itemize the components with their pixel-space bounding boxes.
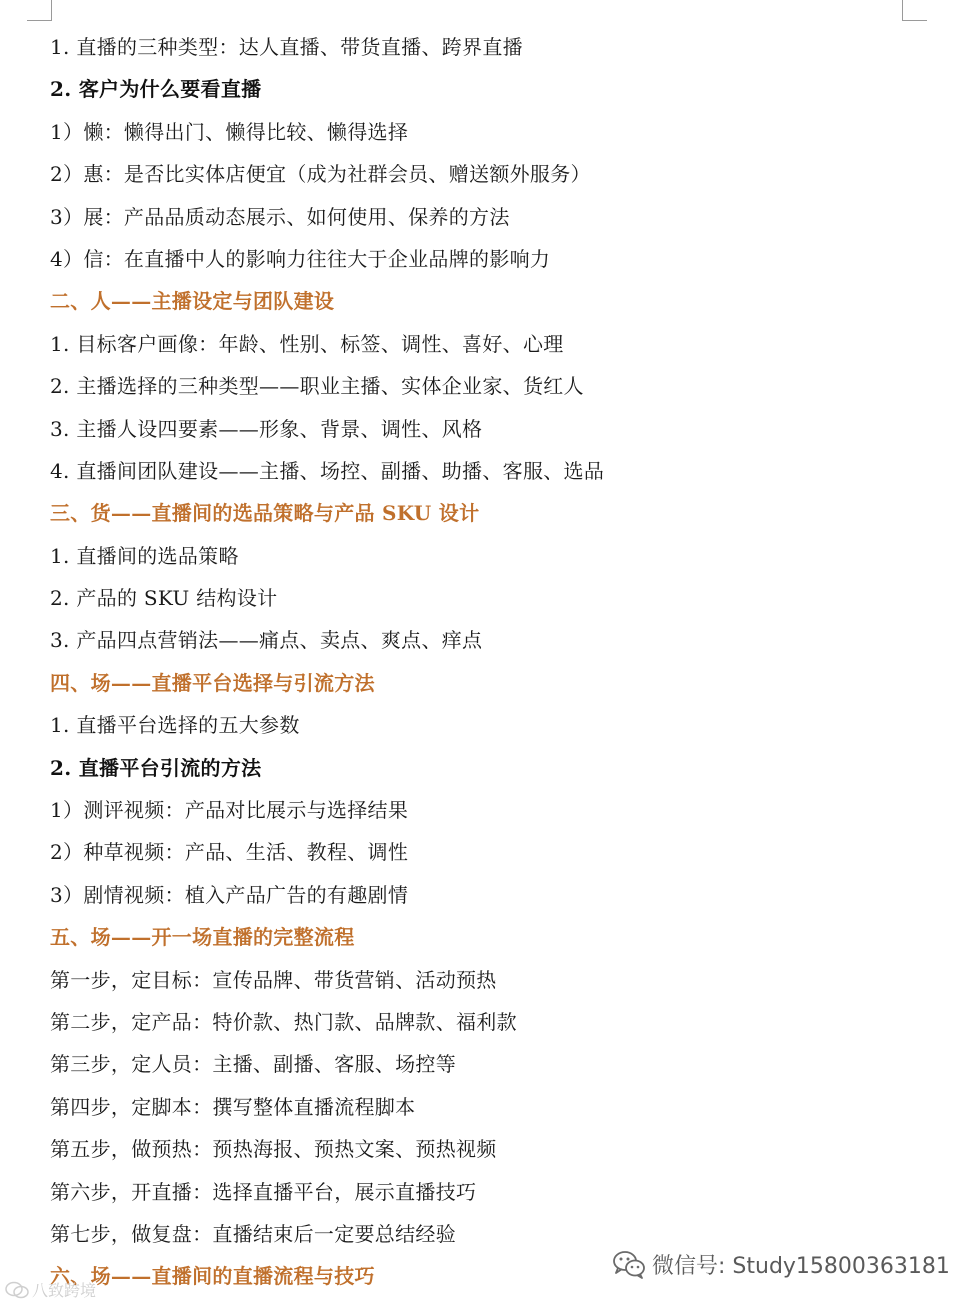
- text-line: 第七步，做复盘：直播结束后一定要总结经验: [50, 1221, 456, 1246]
- text-line: 第一步，定目标：宣传品牌、带货营销、活动预热: [50, 967, 497, 992]
- text-line: 1. 直播间的选品策略: [50, 543, 239, 568]
- text-line: 第四步，定脚本：撰写整体直播流程脚本: [50, 1094, 416, 1119]
- wechat-icon: [612, 1249, 646, 1279]
- section-heading: 五、场——开一场直播的完整流程: [50, 925, 355, 950]
- section-heading: 三、货——直播间的选品策略与产品 SKU 设计: [50, 501, 480, 526]
- text-line: 1）测评视频：产品对比展示与选择结果: [50, 798, 409, 823]
- text-line: 3）展：产品品质动态展示、如何使用、保养的方法: [50, 204, 510, 229]
- subheading: 2. 客户为什么要看直播: [50, 77, 262, 102]
- text-line: 1）懒：懒得出门、懒得比较、懒得选择: [50, 119, 409, 144]
- crop-mark-top-right: [902, 0, 927, 21]
- crop-mark-top-left: [27, 0, 52, 21]
- logo-icon: [4, 1279, 30, 1301]
- text-line: 3. 主播人设四要素——形象、背景、调性、风格: [50, 416, 483, 441]
- text-line: 第二步，定产品：特价款、热门款、品牌款、福利款: [50, 1009, 517, 1034]
- section-heading: 六、场——直播间的直播流程与技巧: [50, 1264, 375, 1289]
- text-line: 2）种草视频：产品、生活、教程、调性: [50, 840, 409, 865]
- text-line: 1. 直播的三种类型：达人直播、带货直播、跨界直播: [50, 35, 523, 59]
- section-heading: 二、人——主播设定与团队建设: [50, 289, 335, 314]
- text-line: 2）惠：是否比实体店便宜（成为社群会员、赠送额外服务）: [50, 162, 591, 187]
- wechat-watermark: [612, 1244, 950, 1284]
- text-line: 3）剧情视频：植入产品广告的有趣剧情: [50, 882, 409, 907]
- section-heading: 四、场——直播平台选择与引流方法: [50, 670, 375, 695]
- document-body: [50, 26, 950, 1298]
- text-line: 4. 直播间团队建设——主播、场控、副播、助播、客服、选品: [50, 458, 605, 483]
- text-line: 3. 产品四点营销法——痛点、卖点、爽点、痒点: [50, 628, 483, 653]
- text-line: 2. 主播选择的三种类型——职业主播、实体企业家、货红人: [50, 374, 584, 399]
- source-mark-text: 八致跨境: [32, 1281, 97, 1300]
- wechat-id-text: 微信号: Study15800363181: [652, 1253, 950, 1279]
- source-watermark: [4, 1278, 96, 1301]
- text-line: 第五步，做预热：预热海报、预热文案、预热视频: [50, 1137, 497, 1162]
- text-line: 第三步，定人员：主播、副播、客服、场控等: [50, 1052, 456, 1077]
- text-line: 2. 产品的 SKU 结构设计: [50, 586, 278, 611]
- text-line: 1. 目标客户画像：年龄、性别、标签、调性、喜好、心理: [50, 331, 564, 356]
- text-line: 1. 直播平台选择的五大参数: [50, 713, 300, 738]
- text-line: 第六步，开直播：选择直播平台，展示直播技巧: [50, 1179, 477, 1204]
- subheading: 2. 直播平台引流的方法: [50, 755, 262, 780]
- text-line: 4）信：在直播中人的影响力往往大于企业品牌的影响力: [50, 246, 551, 271]
